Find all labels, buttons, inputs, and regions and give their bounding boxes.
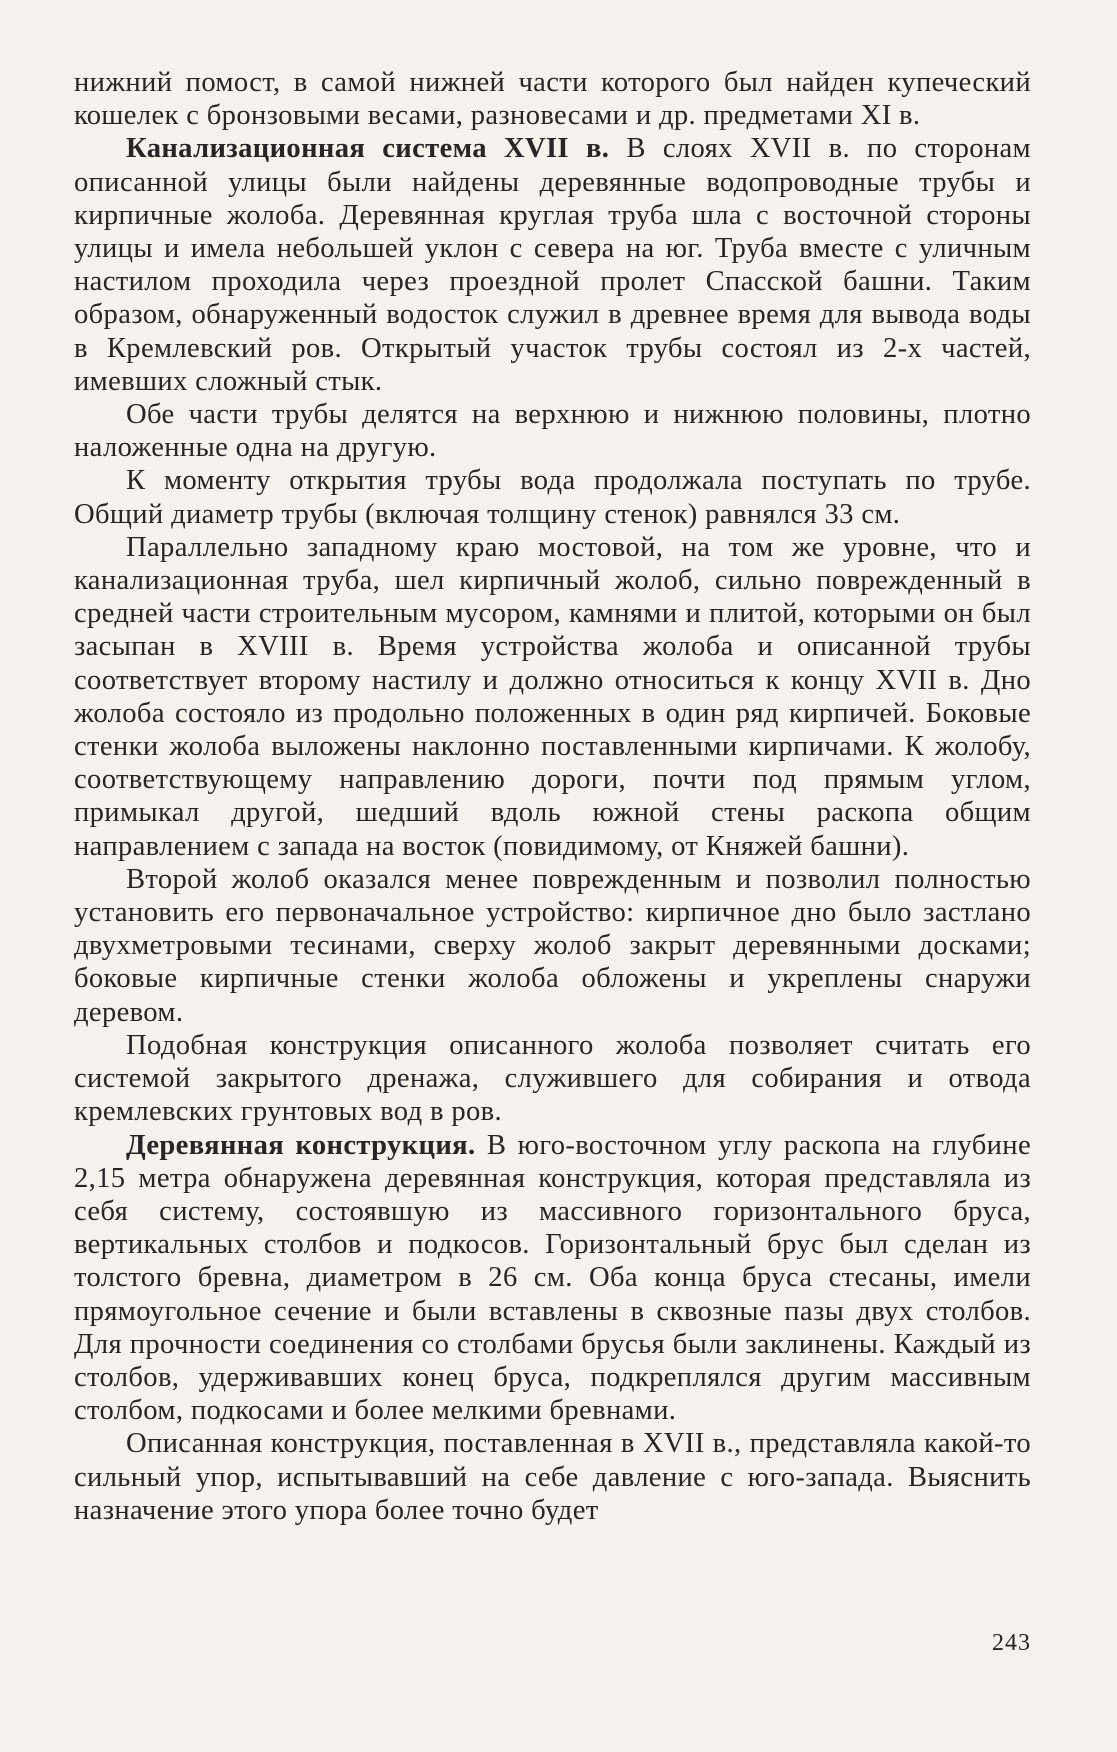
paragraph: [74, 1029, 1031, 1129]
paragraph: [74, 531, 1031, 863]
paragraph-wooden-construction: [74, 1129, 1031, 1428]
paragraph-text: К моменту открытия трубы вода продолжала поступать по трубе. Общий диаметр трубы (включая толщину стенок) равнялся 33 см.: [74, 465, 1031, 530]
paragraph-continuation: [74, 66, 1031, 132]
paragraph: [74, 1427, 1031, 1527]
body-text: [74, 66, 1031, 1527]
paragraph-text: нижний помост, в самой нижней части которого был найден купеческий кошелек с бронзовыми весами, разновесами и др. предметами XI в.: [74, 67, 1031, 132]
paragraph-sewer-system: [74, 132, 1031, 398]
paragraph-text: Параллельно западному краю мостовой, на том же уровне, что и канализационная труба, шел кирпичный жолоб, сильно поврежденный в средней части строительным мусором, камнями и плитой, которыми он был засыпан в XVIII в. Время устройства жолоба и описанной трубы соответствует второму настилу и должно относиться к концу XVII в. Дно жолоба состояло из продольно положенных в один ряд кирпичей. Боковые стенки жолоба выложены наклонно поставленными кирпичами. К жолобу, соответствующему направлению дороги, почти под прямым углом, примыкал другой, шедший вдоль южной стены раскопа общим направлением с запада на восток (повидимому, от Княжей башни).: [74, 531, 1031, 862]
paragraph-text: В юго-восточном углу раскопа на глубине 2,15 метра обнаружена деревянная конструкция, которая представляла из себя систему, состоявшую из массивного горизонтального бруса, вертикальных столбов и подкосов. Горизонтальный брус был сделан из толстого бревна, диаметром в 26 см. Оба конца бруса стесаны, имели прямоугольное сечение и были вставлены в сквозные пазы двух столбов. Для прочности соединения со столбами брусья были заклинены. Каждый из столбов, удерживавших конец бруса, подкреплялся другим массивным столбом, подкосами и более мелкими бревнами.: [74, 1129, 1031, 1427]
page-number: 243: [992, 1630, 1031, 1656]
paragraph: [74, 464, 1031, 530]
paragraph: [74, 863, 1031, 1029]
section-heading-sewer-system: Канализационная система XVII в.: [126, 133, 610, 165]
paragraph-text: Описанная конструкция, поставленная в XVII в., представляла какой-то сильный упор, испытывавший на себе давление с юго-запада. Выяснить назначение этого упора более точно будет: [74, 1428, 1031, 1526]
section-heading-wooden-construction: Деревянная конструкция.: [126, 1129, 476, 1161]
paragraph-text: Подобная конструкция описанного жолоба позволяет считать его системой закрытого дренажа, служившего для собирания и отвода кремлевских грунтовых вод в ров.: [74, 1029, 1031, 1128]
paragraph-text: В слоях XVII в. по сторонам описанной улицы были найдены деревянные водопроводные трубы и кирпичные жолоба. Деревянная круглая труба шла с восточной стороны улицы и имела небольшей уклон с севера на юг. Труба вместе с уличным настилом проходила через проездной пролет Спасской башни. Таким образом, обнаруженный водосток служил в древнее время для вывода воды в Кремлевский ров. Открытый участок трубы состоял из 2-х частей, имевших сложный стык.: [74, 133, 1031, 397]
paragraph-text: Второй жолоб оказался менее поврежденным и позволил полностью установить его первоначальное устройство: кирпичное дно было застлано двухметровыми тесинами, сверху жолоб закрыт деревянными досками; боковые кирпичные стенки жолоба обложены и укреплены снаружи деревом.: [74, 863, 1031, 1028]
paragraph: [74, 398, 1031, 464]
paragraph-text: Обе части трубы делятся на верхнюю и нижнюю половины, плотно наложенные одна на другую.: [74, 399, 1031, 464]
